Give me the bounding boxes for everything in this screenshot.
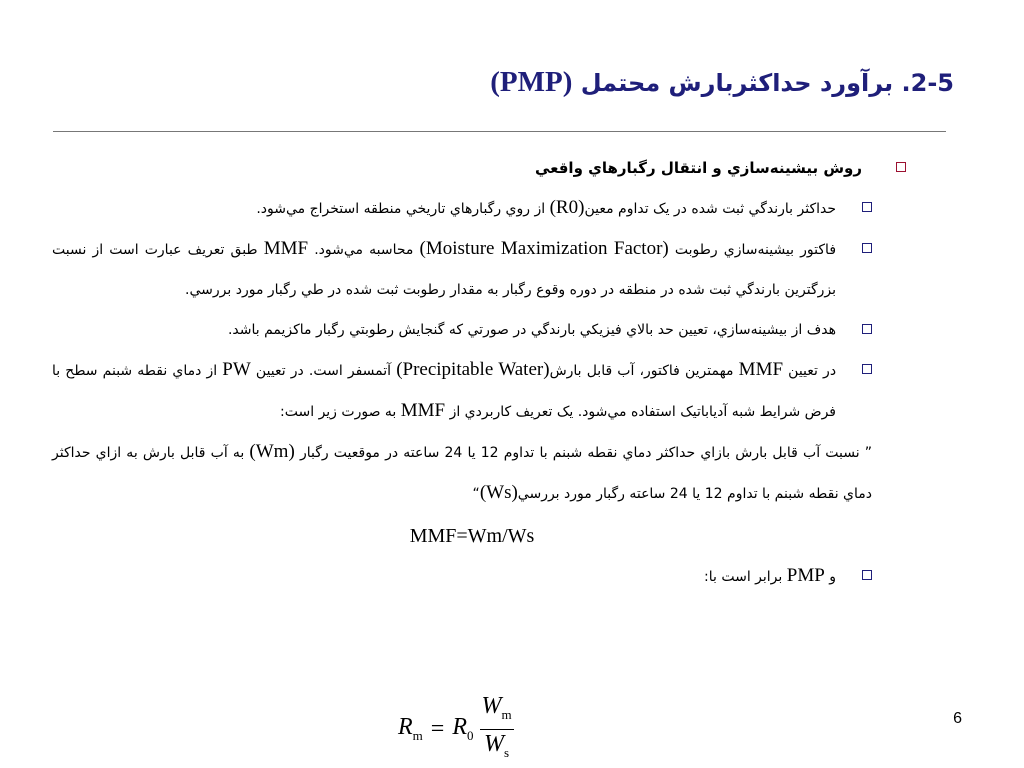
- slide-body: [52, 148, 872, 597]
- formula-symbol: W: [481, 693, 502, 719]
- bullet-text: حداکثر بارندگي ثبت شده در يک تداوم معين: [584, 201, 836, 217]
- bullet-mmf-definition: [52, 229, 872, 310]
- bullet-text: به صورت زير است:: [280, 404, 397, 420]
- mmf-quote: [52, 432, 872, 514]
- latin-term: MMF: [263, 238, 309, 259]
- heading-item: [52, 148, 862, 188]
- formula-subscript: s: [504, 744, 510, 760]
- quote-text: به آب قابل بارش به ازاي حداکثر دماي نقطه شبنم با تداوم 12 يا 24 ساعته رگبار مورد بررسي: [52, 445, 872, 502]
- bullet-precipitable-water: [52, 350, 872, 432]
- latin-term: (Wm): [249, 441, 295, 462]
- fraction-numerator: [480, 692, 514, 730]
- square-bullet-icon: [862, 243, 872, 253]
- quote-mark: “: [472, 486, 480, 502]
- latin-term: MMF: [400, 400, 446, 421]
- latin-term: (Precipitable Water): [396, 359, 550, 380]
- square-bullet-icon: [862, 324, 872, 334]
- bullet-text: طبق تعريف عبارت است از نسبت بزرگترين بارندگي ثبت شده در منطقه در دوره وقوع رگبار به مقدار رطوبت ثبت شده در طي رگبار مورد بررسي.: [52, 242, 836, 298]
- latin-term: PW: [222, 359, 251, 380]
- bullet-text: آتمسفر است. در تعيين: [255, 363, 392, 379]
- slide-title-text: 2-5. برآورد حداکثربارش محتمل: [580, 69, 954, 97]
- slide-title: [74, 66, 954, 99]
- bullet-text: و: [829, 569, 836, 585]
- bullet-text: برابر است با:: [704, 569, 783, 585]
- formula-symbol: R: [398, 714, 413, 741]
- pmp-formula: [398, 692, 514, 767]
- quote-text: ” نسبت آب قابل بارش بازاي حداکثر دماي نقطه شبنم با تداوم 12 يا 24 ساعته در موقعيت رگبار: [299, 445, 872, 461]
- formula-subscript: 0: [467, 728, 474, 744]
- square-bullet-icon: [862, 202, 872, 212]
- formula-subscript: m: [412, 728, 423, 744]
- formula-subscript: m: [501, 706, 512, 722]
- bullet-r0: [52, 188, 872, 229]
- bullet-text: در تعيين: [788, 363, 837, 379]
- formula-fraction: [480, 692, 514, 767]
- heading-text: روش بيشينه‌سازي و انتقال رگبارهاي واقعي: [534, 159, 862, 177]
- latin-term: (R0): [549, 197, 585, 218]
- bullet-text: مهمترين فاکتور، آب قابل بارش: [549, 363, 734, 379]
- bullet-pmp: [52, 556, 872, 597]
- bullet-text: فاکتور بيشينه‌سازي رطوبت: [674, 242, 837, 258]
- bullet-text: از روي رگبارهاي تاريخي منطقه استخراج مي‌شود.: [256, 201, 546, 217]
- latin-term: (Moisture Maximization Factor): [419, 238, 669, 259]
- square-bullet-icon: [862, 364, 872, 374]
- latin-term: MMF: [738, 359, 784, 380]
- formula-equals: =: [430, 715, 445, 742]
- formula-symbol: R: [452, 714, 468, 741]
- bullet-text: از دماي نقطه شبنم سطح با فرض شرايط شبه آدياباتيک استفاده مي‌شود. يک تعريف کاربردي از: [52, 363, 836, 420]
- page-number: 6: [953, 710, 962, 727]
- formula-lhs: [398, 714, 423, 744]
- square-bullet-icon: [896, 162, 906, 172]
- mmf-formula: MMF=Wm/Ws: [409, 525, 535, 547]
- title-divider: [53, 131, 946, 132]
- latin-term: (Ws): [479, 482, 518, 503]
- fraction-denominator: [484, 730, 509, 767]
- slide-title-abbrev: (PMP): [490, 66, 573, 98]
- latin-term: PMP: [786, 565, 825, 586]
- bullet-goal: [52, 310, 872, 350]
- bullet-text: هدف از بيشينه‌سازي، تعيين حد بالاي فيزيکي بارندگي در صورتي که گنجايش رطوبتي رگبار ماکزيمم باشد.: [227, 322, 836, 338]
- formula-symbol: W: [484, 730, 505, 757]
- bullet-text: محاسبه مي‌شود.: [314, 242, 414, 258]
- square-bullet-icon: [862, 570, 872, 580]
- formula-r0: [452, 714, 473, 744]
